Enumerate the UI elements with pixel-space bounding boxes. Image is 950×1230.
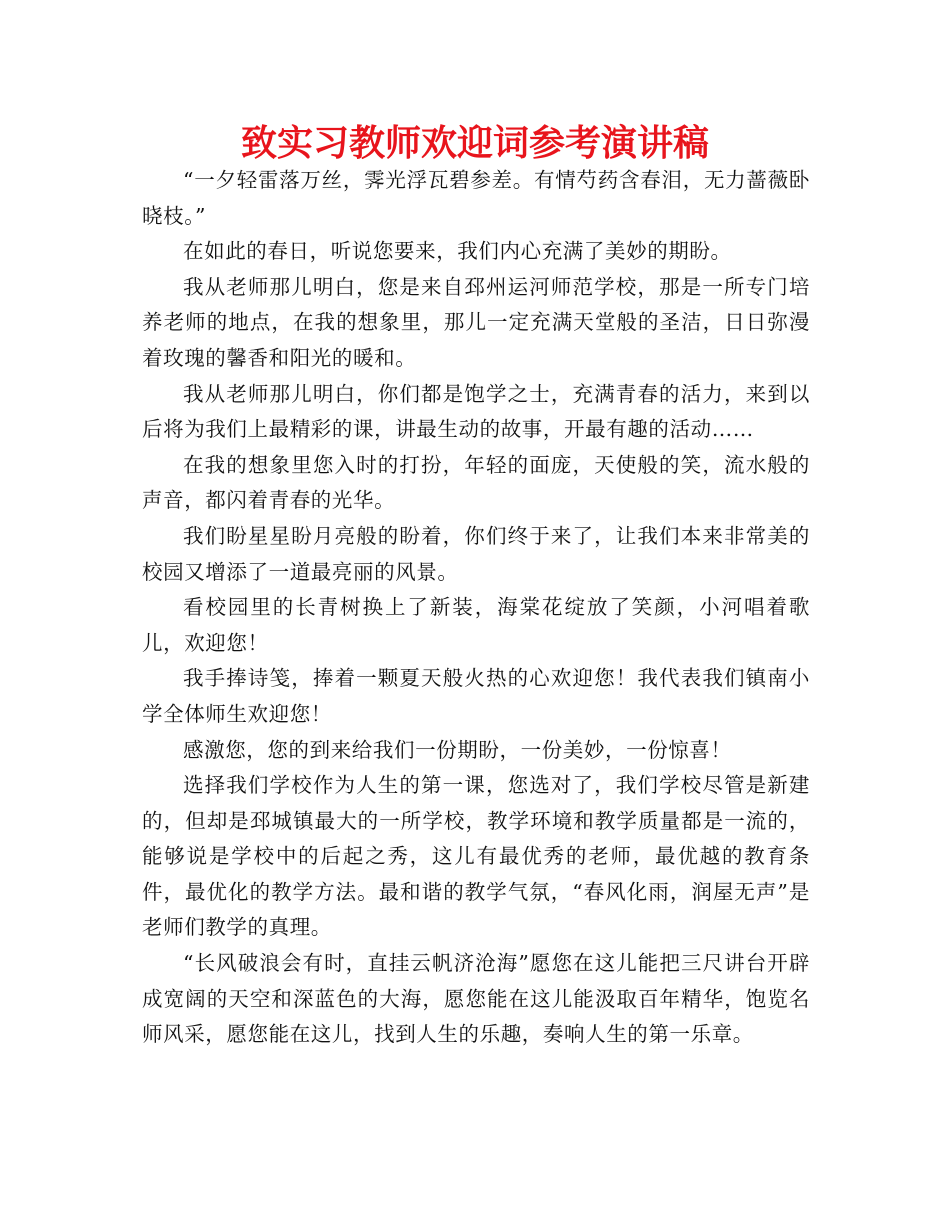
paragraph-4: 我从老师那儿明白，你们都是饱学之士，充满青春的活力，来到以后将为我们上最精彩的课，讲最生动的故事，开最有趣的活动……	[142, 381, 810, 442]
paragraph-9: 感激您，您的到来给我们一份期盼，一份美妙，一份惊喜！	[183, 737, 732, 762]
paragraph-8: 我手捧诗笺，捧着一颗夏天般火热的心欢迎您！我代表我们镇南小学全体师生欢迎您！	[142, 666, 810, 726]
paragraph-7: 看校园里的长青树换上了新装，海棠花绽放了笑颜，小河唱着歌儿，欢迎您！	[142, 595, 810, 655]
paragraph-6: 我们盼星星盼月亮般的盼着，你们终于来了，让我们本来非常美的校园又增添了一道最亮丽的风景。	[142, 523, 810, 584]
paragraph-3: 我从老师那儿明白，您是来自邳州运河师范学校，那是一所专门培养老师的地点，在我的想象里，那儿一定充满天堂般的圣洁，日日弥漫着玫瑰的馨香和阳光的暖和。	[142, 274, 810, 370]
paragraph-1: “一夕轻雷落万丝，霁光浮瓦碧参差。有情芍药含春泪，无力蔷薇卧晓枝。”	[142, 168, 810, 228]
paragraph-10: 选择我们学校作为人生的第一课，您选对了，我们学校尽管是新建的，但却是邳城镇最大的一所学校，教学环境和教学质量都是一流的，能够说是学校中的后起之秀，这儿有最优秀的老师，最优越的教育条件，最优化的教学方法。最和谐的教学气氛，“春风化雨，润屋无声”是老师们教学的真理。	[142, 773, 810, 940]
paragraph-11: “长风破浪会有时，直挂云帆济沧海”愿您在这儿能把三尺讲台开辟成宽阔的天空和深蓝色的大海，愿您能在这儿能汲取百年精华，饱览名师风采，愿您能在这儿，找到人生的乐趣，奏响人生的第一乐章。	[142, 951, 810, 1047]
paragraph-5: 在我的想象里您入时的打扮，年轻的面庞，天使般的笑，流水般的声音，都闪着青春的光华。	[142, 452, 810, 513]
paragraph-2: 在如此的春日，听说您要来，我们内心充满了美妙的期盼。	[183, 239, 732, 264]
document-body	[142, 163, 810, 1053]
document-title: 致实习教师欢迎词参考演讲稿	[240, 123, 709, 164]
